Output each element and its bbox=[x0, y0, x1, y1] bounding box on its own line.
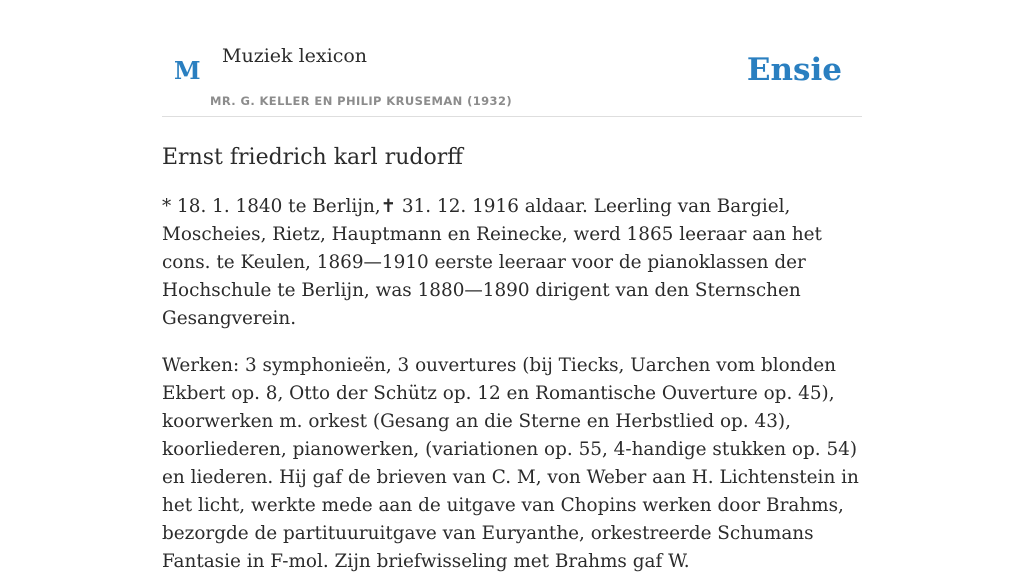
entry-paragraph-biography bbox=[162, 193, 862, 333]
biography-text-rest: 31. 12. 1916 aldaar. Leerling van Bargiel, Moscheies, Rietz, Hauptmann en Reinecke, werd 1865 leeraar aan het cons. te Keulen, 1869—1910 eerste leeraar voor de pianoklassen der Hochschule te Berlijn, was 1880—1890 dirigent van den Sternschen Gesangverein. bbox=[162, 196, 822, 329]
lexicon-title[interactable]: Muziek lexicon bbox=[222, 45, 368, 67]
entry-title: Ernst friedrich karl rudorff bbox=[162, 145, 463, 170]
biography-text-start: * 18. 1. 1840 te Berlijn, bbox=[162, 196, 381, 217]
lexicon-authors: MR. G. KELLER EN PHILIP KRUSEMAN (1932) bbox=[210, 94, 513, 108]
entry-paragraph-works: Werken: 3 symphonieën, 3 ouvertures (bij Tiecks, Uarchen vom blonden Ekbert op. 8, Otto der Schütz op. 12 en Romantische Ouverture op. 45), koorwerken m. orkest (Gesang an die Sterne en Herbstlied op. 43), koorliederen, pianowerken, (variationen op. 55, 4-handige stukken op. 54) en liederen. Hij gaf de brieven van C. M, von Weber aan H. Lichtenstein in het licht, werkte mede aan de uitgave van Chopins werken door Brahms, bezorgde de partituuruitgave van Euryanthe, orkestreerde Schumans Fantasie in F-mol. Zijn briefwisseling met Brahms gaf W. bbox=[162, 355, 859, 572]
lexicon-logo[interactable]: M bbox=[174, 56, 201, 85]
lexicon-header bbox=[162, 0, 862, 117]
ensie-brand-logo[interactable]: Ensie bbox=[746, 52, 842, 88]
death-cross-icon: ✝ bbox=[380, 196, 397, 217]
page bbox=[162, 0, 862, 576]
